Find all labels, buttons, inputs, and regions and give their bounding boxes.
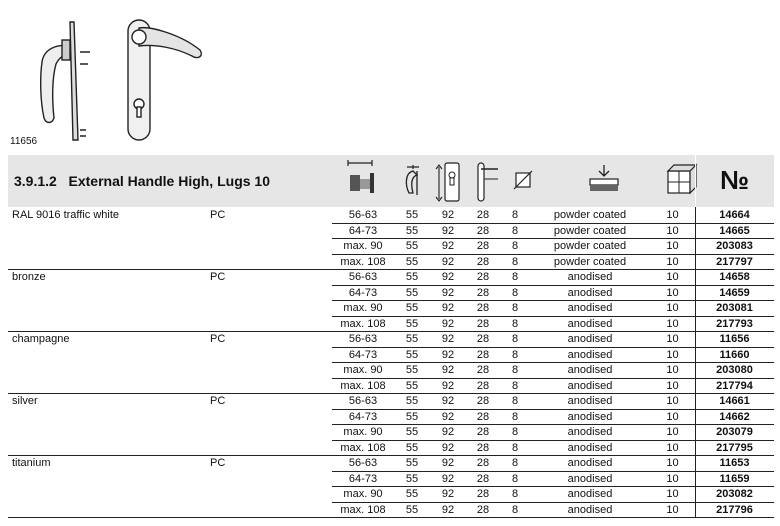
cell-sq: 8 <box>511 286 519 299</box>
cell-art: 203079 <box>716 426 753 438</box>
cell-art: 217795 <box>716 441 753 454</box>
cell-door: max. 108 <box>340 379 386 392</box>
cell-finish: anodised <box>567 457 613 469</box>
cell-finish: anodised <box>567 410 613 423</box>
cell-a: 55 <box>405 271 419 283</box>
cell-c: 28 <box>476 457 490 469</box>
cell-a: 55 <box>405 457 419 469</box>
cell-finish: anodised <box>567 348 613 361</box>
cell-art: 11656 <box>719 333 750 345</box>
cell-b: 92 <box>441 410 455 423</box>
color-name: RAL 9016 traffic white <box>12 209 120 221</box>
cell-b: 92 <box>441 271 455 283</box>
cell-b: 92 <box>441 503 455 516</box>
cell-c: 28 <box>476 302 490 314</box>
cell-a: 55 <box>405 317 419 330</box>
header-divider <box>695 155 696 207</box>
cell-door: max. 108 <box>340 255 386 268</box>
cell-a: 55 <box>405 488 419 500</box>
cell-door: 56-63 <box>348 209 378 221</box>
cell-art: 14662 <box>719 410 750 423</box>
cell-pack: 10 <box>666 410 679 423</box>
cell-b: 92 <box>441 364 455 376</box>
cell-b: 92 <box>441 488 455 500</box>
cell-art: 217794 <box>716 379 753 392</box>
cell-door: max. 108 <box>340 441 386 454</box>
cell-pack: 10 <box>666 348 679 361</box>
cell-a: 55 <box>405 333 419 345</box>
cell-a: 55 <box>405 348 419 361</box>
cell-b: 92 <box>441 286 455 299</box>
cell-b: 92 <box>441 457 455 469</box>
cell-finish: anodised <box>567 426 613 438</box>
cell-door: 56-63 <box>348 457 378 469</box>
cell-sq: 8 <box>511 503 519 516</box>
cell-b: 92 <box>441 348 455 361</box>
cell-b: 92 <box>441 441 455 454</box>
cell-sq: 8 <box>511 364 519 376</box>
cell-door: max. 90 <box>343 426 383 438</box>
cell-sq: 8 <box>511 317 519 330</box>
cell-c: 28 <box>476 503 490 516</box>
cell-door: 64-73 <box>348 224 378 237</box>
cell-c: 28 <box>476 271 490 283</box>
cell-pack: 10 <box>666 302 679 314</box>
cell-sq: 8 <box>511 209 519 221</box>
cell-art: 217793 <box>716 317 753 330</box>
figure-code: 11656 <box>10 136 38 147</box>
cell-art: 14664 <box>719 209 750 221</box>
cell-c: 28 <box>476 488 490 500</box>
cell-art: 11660 <box>719 348 750 361</box>
cell-pack: 10 <box>666 255 679 268</box>
cell-c: 28 <box>476 395 490 407</box>
cell-art: 203081 <box>716 302 753 314</box>
cell-b: 92 <box>441 317 455 330</box>
cell-sq: 8 <box>511 395 519 407</box>
cell-a: 55 <box>405 395 419 407</box>
cell-sq: 8 <box>511 224 519 237</box>
cell-pack: 10 <box>666 224 679 237</box>
cell-a: 55 <box>405 209 419 221</box>
cell-door: max. 90 <box>343 364 383 376</box>
door-thickness-icon <box>336 155 386 207</box>
section-name: External Handle High, Lugs 10 <box>68 173 270 189</box>
cell-finish: powder coated <box>553 240 627 252</box>
cell-door: max. 90 <box>343 240 383 252</box>
cell-pack: 10 <box>666 503 679 516</box>
cell-b: 92 <box>441 255 455 268</box>
cell-pack: 10 <box>666 426 679 438</box>
rose-height-icon <box>433 155 463 207</box>
cell-pack: 10 <box>666 333 679 345</box>
section-title <box>14 173 270 189</box>
table-bottom-rule <box>8 517 774 518</box>
cell-c: 28 <box>476 441 490 454</box>
cell-door: 64-73 <box>348 286 378 299</box>
cell-sq: 8 <box>511 441 519 454</box>
cell-c: 28 <box>476 317 490 330</box>
handle-illustration <box>0 0 240 150</box>
surface-finish-icon <box>584 155 624 207</box>
cell-pack: 10 <box>666 286 679 299</box>
cell-art: 203080 <box>716 364 753 376</box>
cell-sq: 8 <box>511 426 519 438</box>
cell-a: 55 <box>405 410 419 423</box>
cell-a: 55 <box>405 503 419 516</box>
cell-a: 55 <box>405 379 419 392</box>
cell-a: 55 <box>405 364 419 376</box>
cell-sq: 8 <box>511 457 519 469</box>
cell-pack: 10 <box>666 441 679 454</box>
cell-art: 11653 <box>719 457 750 469</box>
cell-finish: anodised <box>567 271 613 283</box>
cell-b: 92 <box>441 333 455 345</box>
cell-c: 28 <box>476 410 490 423</box>
cell-c: 28 <box>476 333 490 345</box>
cell-door: 64-73 <box>348 410 378 423</box>
cell-a: 55 <box>405 286 419 299</box>
cell-finish: powder coated <box>553 224 627 237</box>
cell-sq: 8 <box>511 488 519 500</box>
cell-finish: powder coated <box>553 209 627 221</box>
cell-c: 28 <box>476 240 490 252</box>
cell-door: 56-63 <box>348 271 378 283</box>
lever-projection-icon <box>470 155 504 207</box>
cell-b: 92 <box>441 379 455 392</box>
cell-a: 55 <box>405 224 419 237</box>
cell-sq: 8 <box>511 302 519 314</box>
cell-c: 28 <box>476 286 490 299</box>
handle-front-view-icon <box>128 20 201 140</box>
cell-art: 203083 <box>716 240 753 252</box>
material: PC <box>210 333 226 345</box>
cell-art: 217796 <box>716 503 753 516</box>
cell-b: 92 <box>441 224 455 237</box>
cell-pack: 10 <box>666 209 679 221</box>
table-header <box>8 155 774 207</box>
cell-finish: anodised <box>567 302 613 314</box>
cell-b: 92 <box>441 209 455 221</box>
cell-art: 203082 <box>716 488 753 500</box>
cell-sq: 8 <box>511 348 519 361</box>
cell-door: 56-63 <box>348 333 378 345</box>
cell-door: 64-73 <box>348 348 378 361</box>
cell-c: 28 <box>476 255 490 268</box>
cell-c: 28 <box>476 209 490 221</box>
cell-c: 28 <box>476 379 490 392</box>
cell-finish: anodised <box>567 286 613 299</box>
cell-pack: 10 <box>666 317 679 330</box>
cell-door: 56-63 <box>348 395 378 407</box>
cell-finish: anodised <box>567 441 613 454</box>
packaging-box-icon <box>660 155 700 207</box>
color-name: silver <box>12 395 38 407</box>
cell-sq: 8 <box>511 271 519 283</box>
cell-c: 28 <box>476 224 490 237</box>
cell-pack: 10 <box>666 472 679 485</box>
cell-sq: 8 <box>511 240 519 252</box>
cell-b: 92 <box>441 426 455 438</box>
cell-door: max. 108 <box>340 317 386 330</box>
cell-art: 217797 <box>716 255 753 268</box>
cell-sq: 8 <box>511 333 519 345</box>
cell-finish: anodised <box>567 364 613 376</box>
cell-finish: anodised <box>567 488 613 500</box>
material: PC <box>210 457 226 469</box>
cell-finish: anodised <box>567 503 613 516</box>
cell-art: 14658 <box>719 271 750 283</box>
cell-sq: 8 <box>511 379 519 392</box>
color-name: champagne <box>12 333 70 345</box>
color-name: titanium <box>12 457 51 469</box>
cell-c: 28 <box>476 472 490 485</box>
cell-pack: 10 <box>666 271 679 283</box>
cell-b: 92 <box>441 472 455 485</box>
cell-a: 55 <box>405 426 419 438</box>
spindle-square-icon <box>508 155 538 207</box>
cell-door: max. 90 <box>343 302 383 314</box>
cell-pack: 10 <box>666 364 679 376</box>
cell-art: 14665 <box>719 224 750 237</box>
cell-art: 11659 <box>719 472 750 485</box>
cell-door: 64-73 <box>348 472 378 485</box>
cell-c: 28 <box>476 348 490 361</box>
handle-side-view-icon <box>41 22 90 140</box>
cell-pack: 10 <box>666 379 679 392</box>
cell-finish: anodised <box>567 379 613 392</box>
cell-sq: 8 <box>511 255 519 268</box>
cell-a: 55 <box>405 441 419 454</box>
cell-art: 14659 <box>719 286 750 299</box>
cell-b: 92 <box>441 240 455 252</box>
cell-door: max. 108 <box>340 503 386 516</box>
cell-a: 55 <box>405 255 419 268</box>
cell-door: max. 90 <box>343 488 383 500</box>
cell-c: 28 <box>476 364 490 376</box>
cell-b: 92 <box>441 302 455 314</box>
cell-pack: 10 <box>666 488 679 500</box>
material: PC <box>210 271 226 283</box>
cell-a: 55 <box>405 472 419 485</box>
cell-a: 55 <box>405 240 419 252</box>
material: PC <box>210 209 226 221</box>
cell-finish: anodised <box>567 472 613 485</box>
cell-finish: powder coated <box>553 255 627 268</box>
cell-c: 28 <box>476 426 490 438</box>
cell-sq: 8 <box>511 410 519 423</box>
color-name: bronze <box>12 271 46 283</box>
cell-pack: 10 <box>666 240 679 252</box>
material: PC <box>210 395 226 407</box>
section-number: 3.9.1.2 <box>14 173 57 189</box>
cell-pack: 10 <box>666 457 679 469</box>
cell-a: 55 <box>405 302 419 314</box>
cell-sq: 8 <box>511 472 519 485</box>
article-number-sign: № <box>720 165 749 195</box>
cell-b: 92 <box>441 395 455 407</box>
cell-finish: anodised <box>567 395 613 407</box>
cell-finish: anodised <box>567 317 613 330</box>
cell-pack: 10 <box>666 395 679 407</box>
cell-finish: anodised <box>567 333 613 345</box>
cell-art: 14661 <box>719 395 750 407</box>
